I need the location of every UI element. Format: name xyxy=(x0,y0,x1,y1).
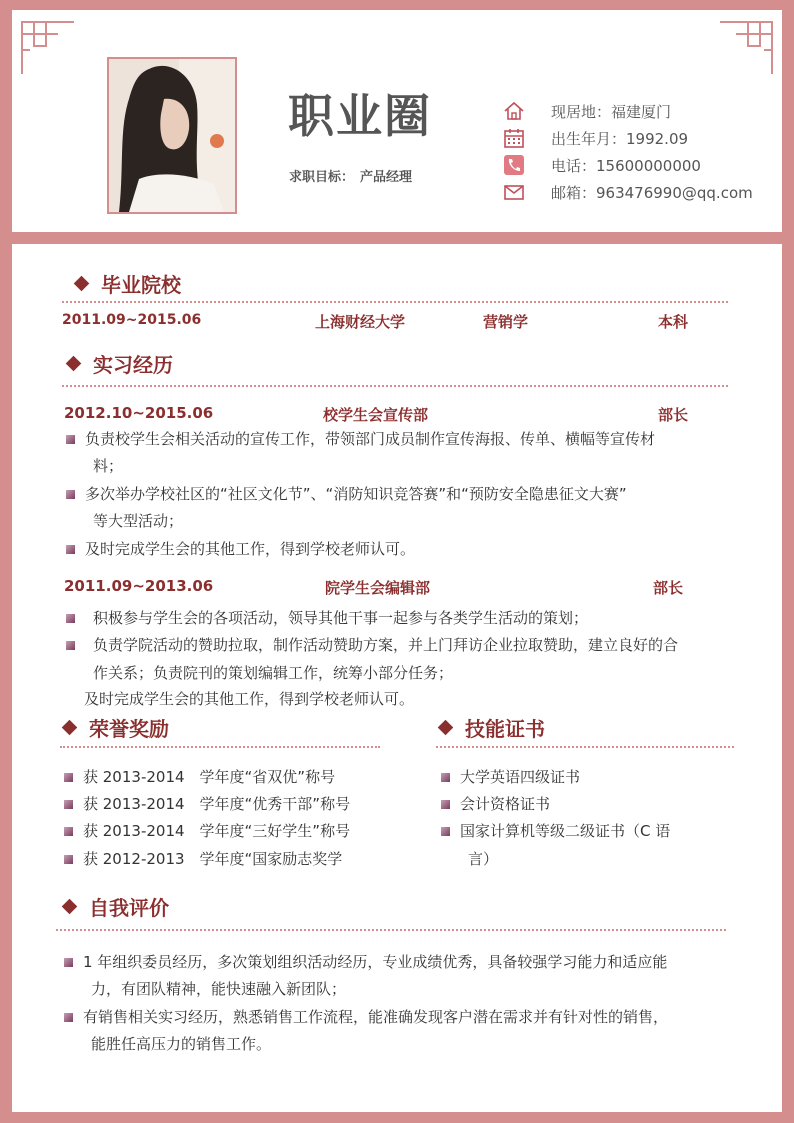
side-tab-right xyxy=(784,226,794,252)
job-org: 院学生会编辑部 xyxy=(325,579,431,597)
divider xyxy=(62,301,728,303)
job-org: 校学生会宣传部 xyxy=(323,406,429,424)
divider xyxy=(60,746,380,748)
list-item: 会计资格证书 xyxy=(441,791,550,818)
diamond-icon xyxy=(66,356,82,372)
list-item-continuation: 力，有团队精神，能快速融入新团队； xyxy=(91,980,347,998)
diamond-icon xyxy=(62,720,78,736)
list-item-continuation: 作关系；负责院刊的策划编辑工作，统筹小部分任务； xyxy=(93,664,454,682)
list-item-continuation: 言） xyxy=(468,850,499,868)
diamond-icon xyxy=(62,899,78,915)
name-title: 职业圈 xyxy=(288,89,432,143)
phone-icon xyxy=(503,154,525,176)
list-item: 获 2013-2014 学年度“优秀干部”称号 xyxy=(64,791,350,818)
divider xyxy=(56,929,726,931)
residence-text: 现居地：福建厦门 xyxy=(551,102,672,121)
clipped-line xyxy=(84,686,484,708)
section-title-skills: 技能证书 xyxy=(440,713,545,742)
info-email xyxy=(503,180,753,204)
list-item-continuation: 料； xyxy=(93,457,124,475)
bullet-icon xyxy=(66,490,75,499)
email-text: 邮箱：963476990@qq.com xyxy=(551,183,753,202)
calendar-icon xyxy=(503,127,525,149)
profile-photo xyxy=(107,57,237,214)
bullet-icon xyxy=(66,614,75,623)
divider xyxy=(436,746,734,748)
job-role: 部长 xyxy=(658,406,689,424)
corner-ornament-top-left xyxy=(20,20,76,76)
education-major: 营销学 xyxy=(483,313,529,331)
objective-value: 产品经理 xyxy=(360,170,413,185)
list-item: 多次举办学校社区的“社区文化节”、“消防知识竞答赛”和“预防安全隐患征文大赛” xyxy=(66,481,627,508)
list-item: 大学英语四级证书 xyxy=(441,764,580,791)
list-item: 及时完成学生会的其他工作，得到学校老师认可。 xyxy=(66,536,415,563)
education-degree: 本科 xyxy=(658,313,689,331)
section-title-education: 毕业院校 xyxy=(76,269,181,298)
section-title-internship: 实习经历 xyxy=(68,349,173,378)
education-school: 上海财经大学 xyxy=(315,313,406,331)
list-item: 获 2012-2013 学年度“国家励志奖学 xyxy=(64,846,342,873)
divider xyxy=(62,385,728,387)
home-icon xyxy=(503,100,525,122)
list-item: 获 2013-2014 学年度“省双优”称号 xyxy=(64,764,335,791)
bullet-icon xyxy=(64,800,73,809)
job-period: 2011.09~2013.06 xyxy=(64,577,214,595)
bullet-icon xyxy=(64,773,73,782)
list-item: 国家计算机等级二级证书（C 语 xyxy=(441,818,670,845)
section-title-honors: 荣誉奖励 xyxy=(64,713,169,742)
list-item-continuation: 能胜任高压力的销售工作。 xyxy=(91,1035,272,1053)
list-item: 负责学院活动的赞助拉取，制作活动赞助方案，并上门拜访企业拉取赞助，建立良好的合 xyxy=(66,632,678,659)
job-role: 部长 xyxy=(653,579,684,597)
bullet-icon xyxy=(66,435,75,444)
education-period: 2011.09~2015.06 xyxy=(62,312,202,328)
list-item: 获 2013-2014 学年度“三好学生”称号 xyxy=(64,818,350,845)
list-item: 有销售相关实习经历，熟悉销售工作流程，能准确发现客户潜在需求并有针对性的销售， xyxy=(64,1004,668,1031)
list-item: 积极参与学生会的各项活动，领导其他干事一起参与各类学生活动的策划； xyxy=(66,605,588,632)
bullet-icon xyxy=(441,800,450,809)
bullet-icon xyxy=(64,1013,73,1022)
list-item: 及时完成学生会的其他工作，得到学校老师认可。 xyxy=(84,690,415,708)
info-birth xyxy=(503,126,688,150)
list-item: 1 年组织委员经历，多次策划组织活动经历，专业成绩优秀，具备较强学习能力和适应能 xyxy=(64,949,667,976)
bullet-icon xyxy=(441,773,450,782)
bullet-icon xyxy=(66,545,75,554)
info-residence xyxy=(503,99,671,123)
side-tab-left xyxy=(0,226,10,252)
corner-ornament-top-right xyxy=(718,20,774,76)
list-item-continuation: 等大型活动； xyxy=(93,512,184,530)
bullet-icon xyxy=(441,827,450,836)
list-item: 负责校学生会相关活动的宣传工作，带领部门成员制作宣传海报、传单、横幅等宣传材 xyxy=(66,426,655,453)
bullet-icon xyxy=(64,827,73,836)
bullet-icon xyxy=(66,641,75,650)
section-title-self-evaluation: 自我评价 xyxy=(64,892,169,921)
job-period: 2012.10~2015.06 xyxy=(64,404,214,422)
mail-icon xyxy=(503,181,525,203)
phone-text: 电话：15600000000 xyxy=(551,156,701,175)
bullet-icon xyxy=(64,855,73,864)
job-objective xyxy=(289,166,412,185)
birth-text: 出生年月：1992.09 xyxy=(551,129,689,148)
info-phone xyxy=(503,153,701,177)
diamond-icon xyxy=(74,276,90,292)
diamond-icon xyxy=(438,720,454,736)
bullet-icon xyxy=(64,958,73,967)
objective-label: 求职目标： xyxy=(289,170,355,185)
